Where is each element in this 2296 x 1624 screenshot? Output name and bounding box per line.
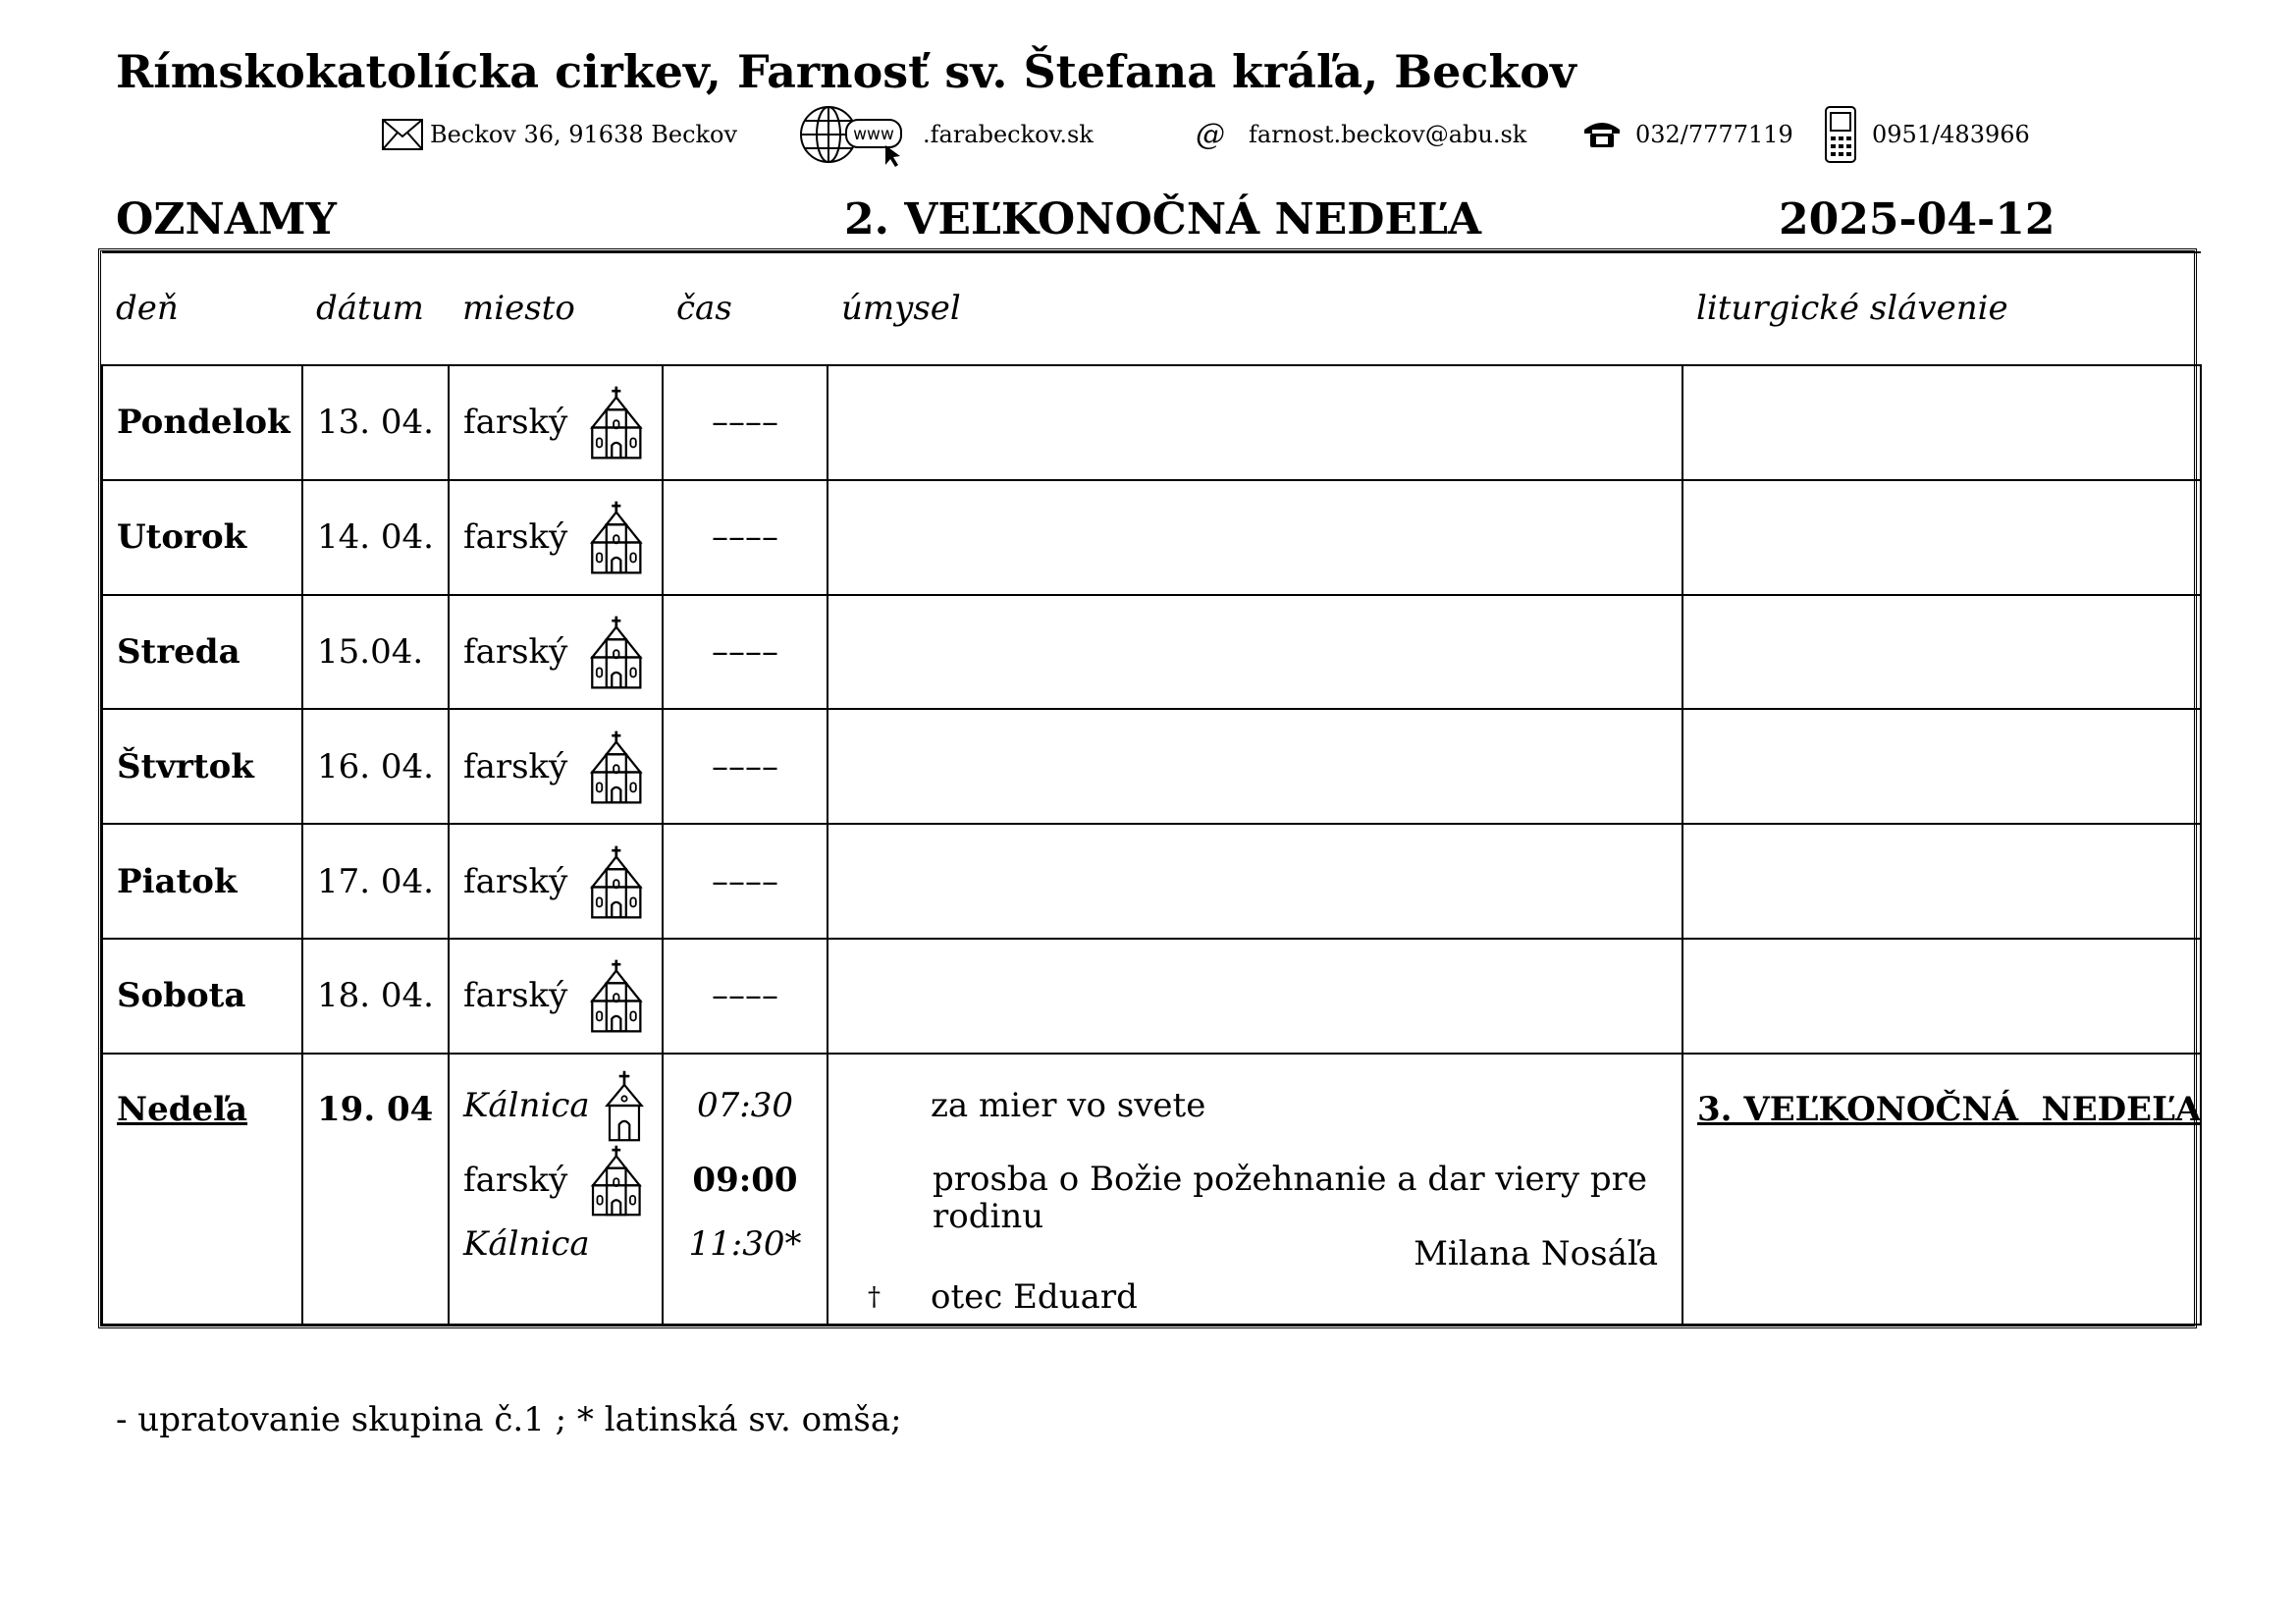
sunday-date xyxy=(302,1054,449,1325)
date-heading: 2025-04-12 xyxy=(1779,194,2056,244)
day-place xyxy=(449,480,663,595)
church-icon xyxy=(585,383,648,461)
day-date: 16. 04. xyxy=(302,709,449,824)
day-date: 13. 04. xyxy=(302,365,449,480)
day-place xyxy=(449,595,663,710)
day-place xyxy=(449,365,663,480)
day-liturgy xyxy=(1682,480,2201,595)
day-time: –––– xyxy=(663,480,828,595)
day-time: –––– xyxy=(663,709,828,824)
place-text: farský xyxy=(463,861,568,901)
church-icon xyxy=(585,498,648,576)
church-icon xyxy=(585,1144,648,1217)
table-row xyxy=(102,709,2201,824)
contact-phone xyxy=(1582,110,1793,159)
footer-note: - upratovanie skupina č.1 ; * latinská sv. omša; xyxy=(116,1400,902,1439)
mass-place: farský xyxy=(463,1160,568,1200)
mass-intent: za mier vo svete xyxy=(931,1085,1206,1125)
sunday-intents xyxy=(828,1054,1682,1325)
place-text: farský xyxy=(463,746,568,786)
envelope-icon xyxy=(381,117,424,152)
col-date: dátum xyxy=(302,252,449,365)
day-date: 18. 04. xyxy=(302,939,449,1054)
sunday-day xyxy=(102,1054,302,1325)
contact-web xyxy=(799,110,1094,159)
mobile-text: 0951/483966 xyxy=(1872,121,2030,148)
globe-www-icon xyxy=(799,102,917,167)
col-day: deň xyxy=(102,252,302,365)
mass-place: Kálnica xyxy=(463,1085,590,1125)
sunday-times xyxy=(663,1054,828,1325)
contact-address xyxy=(381,110,737,159)
parish-title: Rímskokatolícka cirkev, Farnosť sv. Štefana kráľa, Beckov xyxy=(116,45,1576,98)
day-place xyxy=(449,709,663,824)
sunday-day-name: Nedeľa xyxy=(117,1089,248,1129)
day-time: –––– xyxy=(663,595,828,710)
col-place: miesto xyxy=(449,252,663,365)
day-time: –––– xyxy=(663,824,828,939)
day-time: –––– xyxy=(663,365,828,480)
day-intent xyxy=(828,480,1682,595)
at-icon: @ xyxy=(1196,117,1225,152)
day-time: –––– xyxy=(663,939,828,1054)
day-liturgy xyxy=(1682,595,2201,710)
phone-text: 032/7777119 xyxy=(1635,121,1793,148)
sunday-liturgy-text: 3. VEĽKONOČNÁ NEDEĽA xyxy=(1697,1089,2202,1129)
sunday-liturgy xyxy=(1682,1054,2201,1325)
mass-place: Kálnica xyxy=(463,1223,590,1264)
day-name: Pondelok xyxy=(102,365,302,480)
sunday-row xyxy=(102,1054,2201,1325)
table-header-row xyxy=(102,252,2201,365)
day-liturgy xyxy=(1682,709,2201,824)
place-text: farský xyxy=(463,517,568,558)
day-name: Sobota xyxy=(102,939,302,1054)
sunday-places xyxy=(449,1054,663,1325)
day-name: Piatok xyxy=(102,824,302,939)
sunday-heading: 2. VEĽKONOČNÁ NEDEĽA xyxy=(844,194,1482,244)
table-row xyxy=(102,595,2201,710)
church-icon xyxy=(585,613,648,691)
table-row xyxy=(102,365,2201,480)
place-text: farský xyxy=(463,631,568,672)
day-date: 17. 04. xyxy=(302,824,449,939)
table-row xyxy=(102,824,2201,939)
telephone-icon xyxy=(1582,120,1622,149)
mobile-phone-icon xyxy=(1823,105,1858,164)
day-liturgy xyxy=(1682,365,2201,480)
mass-intent-continuation: Milana Nosáľa xyxy=(1414,1233,1658,1273)
day-name: Utorok xyxy=(102,480,302,595)
contact-email xyxy=(1196,110,1526,159)
church-icon xyxy=(585,842,648,921)
day-liturgy xyxy=(1682,939,2201,1054)
email-text: farnost.beckov@abu.sk xyxy=(1249,121,1527,148)
mass-intent: otec Eduard xyxy=(931,1276,1138,1317)
day-intent xyxy=(828,595,1682,710)
address-text: Beckov 36, 91638 Beckov xyxy=(430,121,738,148)
www-label: www xyxy=(853,125,894,144)
mass-intent: prosba o Božie požehnanie a dar viery pre rodinu xyxy=(933,1159,1648,1236)
mass-time: 09:00 xyxy=(692,1160,798,1200)
day-intent xyxy=(828,709,1682,824)
chapel-icon xyxy=(602,1069,647,1142)
day-date: 15.04. xyxy=(302,595,449,710)
web-text: .farabeckov.sk xyxy=(923,121,1094,148)
col-time: čas xyxy=(663,252,828,365)
mass-time: 11:30* xyxy=(688,1223,802,1264)
day-intent xyxy=(828,824,1682,939)
day-name: Štvrtok xyxy=(102,709,302,824)
place-text: farský xyxy=(463,403,568,443)
mass-time: 07:30 xyxy=(697,1085,793,1125)
table-row xyxy=(102,480,2201,595)
day-intent xyxy=(828,939,1682,1054)
sunday-date-text: 19. 04 xyxy=(317,1089,434,1129)
church-icon xyxy=(585,956,648,1035)
day-date: 14. 04. xyxy=(302,480,449,595)
oznamy-heading: OZNAMY xyxy=(116,194,337,244)
day-liturgy xyxy=(1682,824,2201,939)
schedule-table xyxy=(98,248,2202,1328)
col-intent: úmysel xyxy=(828,252,1682,365)
col-liturgy: liturgické slávenie xyxy=(1682,252,2201,365)
day-intent xyxy=(828,365,1682,480)
place-text: farský xyxy=(463,976,568,1016)
day-name: Streda xyxy=(102,595,302,710)
church-icon xyxy=(585,728,648,806)
table-row xyxy=(102,939,2201,1054)
day-place xyxy=(449,824,663,939)
cross-icon: † xyxy=(868,1281,881,1312)
day-place xyxy=(449,939,663,1054)
contact-mobile xyxy=(1823,110,2030,159)
